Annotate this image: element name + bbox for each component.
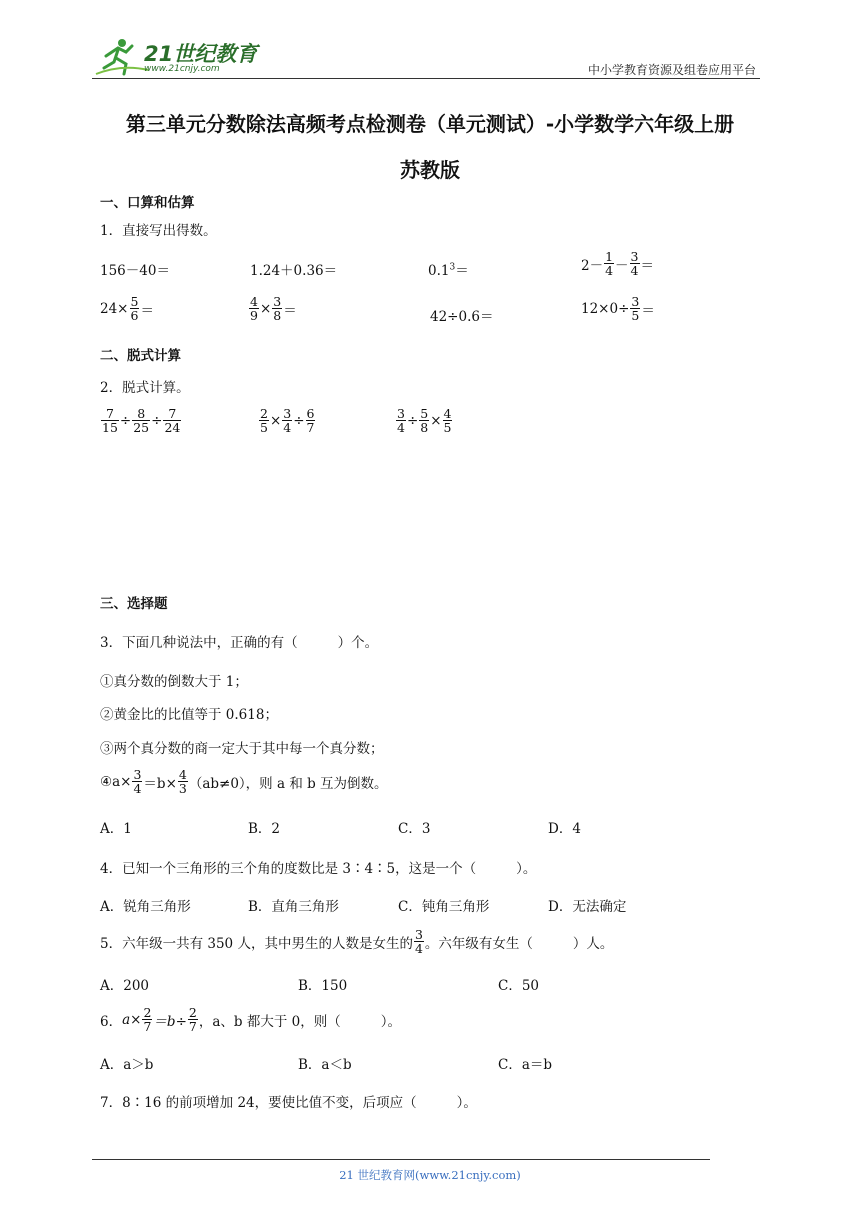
calc-3: $\frac{3}{4}$ ÷ $\frac{5}{8}$ × $\frac{4}{5}$: [397, 406, 452, 436]
header-divider: [92, 78, 760, 79]
q6-option-a: A．a＞b: [100, 1057, 154, 1073]
q5-option-c: C．50: [498, 978, 540, 994]
q4-option-a: A．锐角三角形: [100, 899, 191, 915]
question-1: 1．直接写出得数。: [100, 223, 217, 239]
q5-option-b: B．150: [298, 978, 348, 994]
q4-option-d: D．无法确定: [548, 899, 627, 915]
expr-2: 1.24＋0.36＝: [250, 263, 338, 279]
page-title: 第三单元分数除法高频考点检测卷（单元测试）-小学数学六年级上册: [125, 112, 735, 136]
section-heading-3: 三、选择题: [100, 596, 168, 612]
question-4: 4．已知一个三角形的三个角的度数比是 3∶4∶5，这是一个（ ）。: [100, 861, 537, 877]
question-3: 3．下面几种说法中，正确的有（ ）个。: [100, 635, 379, 651]
statement-3: ③两个真分数的商一定大于其中每一个真分数；: [100, 741, 384, 757]
q5-option-a: A．200: [100, 978, 150, 994]
section-heading-1: 一、口算和估算: [100, 195, 195, 211]
expr-5: 24× $\frac{5}{6}$ ＝: [100, 294, 154, 324]
q4-option-b: B．直角三角形: [248, 899, 339, 915]
q3-option-d: D．4: [548, 821, 581, 837]
q6-option-c: C．a＝b: [498, 1057, 553, 1073]
statement-2: ②黄金比的比值等于 0.618；: [100, 707, 278, 723]
q6-option-b: B．a＜b: [298, 1057, 352, 1073]
footer-divider: [92, 1159, 710, 1160]
section-heading-2: 二、脱式计算: [100, 348, 181, 364]
q3-option-a: A．1: [100, 821, 132, 837]
expr-7: 42÷0.6＝: [430, 309, 494, 325]
expr-4: 2－ $\frac{1}{4}$ － $\frac{3}{4}$ ＝: [581, 249, 654, 279]
statement-1: ①真分数的倒数大于 1；: [100, 674, 248, 690]
logo-text: 21世纪教育: [144, 42, 258, 66]
footer-text: 21 世纪教育网(www.21cnjy.com): [339, 1168, 521, 1182]
calc-1: $\frac{7}{15}$ ÷ $\frac{8}{25}$ ÷ $\frac{7}{24}$: [102, 406, 181, 436]
platform-label: 中小学教育资源及组卷应用平台: [587, 63, 756, 77]
question-5: 5．六年级一共有 350 人，其中男生的人数是女生的 $\frac{3}{4}$ 。六年级有女生（ ）人。: [100, 927, 614, 957]
expr-8: 12×0÷ $\frac{3}{5}$ ＝: [581, 294, 655, 324]
q3-option-c: C．3: [398, 821, 431, 837]
expr-1: 156－40＝: [100, 263, 170, 279]
calc-2: $\frac{2}{5}$ × $\frac{3}{4}$ ÷ $\frac{6}{7}$: [260, 406, 315, 436]
q3-option-b: B．2: [248, 821, 281, 837]
question-2: 2．脱式计算。: [100, 380, 190, 396]
statement-4: ④a× $\frac{3}{4}$ ＝b× $\frac{4}{3}$ （ab≠0），则 a 和 b 互为倒数。: [100, 767, 388, 797]
question-6: 6． a× $\frac{2}{7}$ ＝b÷ $\frac{2}{7}$ ，a、b 都大于 0，则（ ）。: [100, 1005, 401, 1035]
question-7: 7．8∶16 的前项增加 24，要使比值不变，后项应（ ）。: [100, 1095, 477, 1111]
q4-option-c: C．钝角三角形: [398, 899, 490, 915]
expr-3: $0.1^3=$: [428, 262, 469, 279]
expr-6: $\frac{4}{9}$ × $\frac{3}{8}$ ＝: [250, 294, 297, 324]
logo-url: www.21cnjy.com: [144, 64, 220, 74]
runner-icon: [96, 39, 148, 74]
page-subtitle: 苏教版: [400, 158, 460, 182]
site-logo: [92, 34, 267, 78]
